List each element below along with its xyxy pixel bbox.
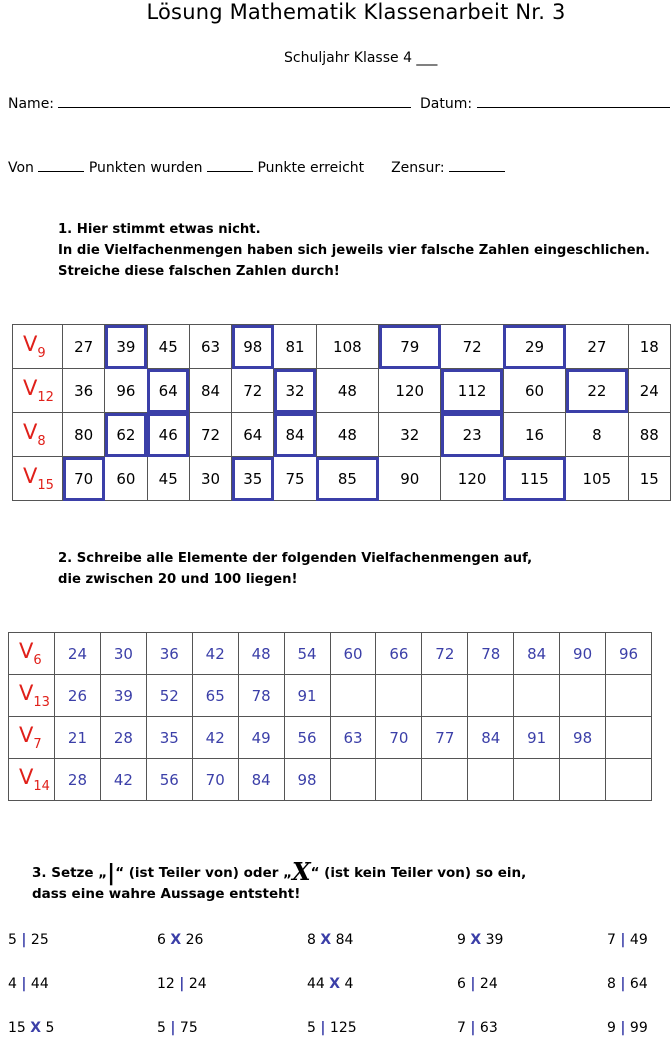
number-cell[interactable]: 45 — [147, 457, 189, 501]
answer-cell[interactable]: 48 — [238, 633, 284, 675]
set-label: $V_9$ — [13, 325, 63, 369]
number-cell[interactable]: 75 — [274, 457, 316, 501]
number-cell[interactable]: 60 — [105, 457, 147, 501]
task1-row — [13, 457, 671, 501]
number-cell[interactable]: 16 — [503, 413, 565, 457]
marked-wrong-number[interactable]: 79 — [379, 325, 441, 369]
answer-cell[interactable]: 24 — [55, 633, 101, 675]
task3-line: dass eine wahre Aussage entsteht! — [32, 886, 301, 902]
answer-cell[interactable] — [376, 759, 422, 801]
marked-wrong-number[interactable]: 29 — [503, 325, 565, 369]
marked-wrong-number[interactable]: 32 — [274, 369, 316, 413]
task3-instructions — [32, 857, 527, 906]
statement-right: 84 — [331, 932, 354, 948]
statement-left: 4 — [8, 976, 22, 992]
task1-line: In die Vielfachenmengen haben sich jeweils vier falsche Zahlen eingeschlichen. — [58, 243, 650, 258]
answer-cell[interactable]: 84 — [514, 633, 560, 675]
task2-instructions — [58, 548, 532, 590]
statement-left: 5 — [8, 932, 22, 948]
marked-wrong-number[interactable]: 98 — [232, 325, 274, 369]
number-cell[interactable]: 18 — [628, 325, 670, 369]
answer-cell[interactable]: 91 — [284, 675, 330, 717]
number-cell[interactable]: 45 — [147, 325, 189, 369]
statement-left: 8 — [307, 932, 321, 948]
task2-row — [9, 633, 652, 675]
statement-left: 6 — [157, 932, 171, 948]
divisibility-statement — [607, 1020, 648, 1036]
marked-wrong-number[interactable]: 22 — [566, 369, 628, 413]
marked-wrong-number[interactable]: 85 — [316, 457, 378, 501]
task3-intro-start: 3. Setze „ — [32, 865, 108, 881]
statement-left: 12 — [157, 976, 180, 992]
divisibility-statement — [8, 976, 49, 992]
answer-cell[interactable] — [376, 675, 422, 717]
not-divides-mark[interactable]: X — [320, 932, 332, 948]
answer-cell[interactable]: 84 — [238, 759, 284, 801]
statement-right: 24 — [184, 976, 207, 992]
datum-label: Datum: — [420, 96, 473, 112]
task2-line: die zwischen 20 und 100 liegen! — [58, 572, 298, 587]
statement-left: 7 — [457, 1020, 471, 1036]
divides-mark[interactable]: | — [470, 1020, 476, 1036]
answer-cell[interactable]: 30 — [100, 633, 146, 675]
set-label: $V_6$ — [9, 633, 55, 675]
number-cell[interactable]: 80 — [63, 413, 105, 457]
statement-right: 25 — [26, 932, 49, 948]
set-label: $V_7$ — [9, 717, 55, 759]
answer-cell[interactable] — [330, 675, 376, 717]
task1-line: Streiche diese falschen Zahlen durch! — [58, 264, 340, 279]
answer-cell[interactable]: 35 — [146, 717, 192, 759]
answer-cell[interactable]: 98 — [560, 717, 606, 759]
statement-right: 99 — [625, 1020, 648, 1036]
divides-mark[interactable]: | — [170, 1020, 176, 1036]
answer-cell[interactable]: 39 — [100, 675, 146, 717]
answer-cell[interactable] — [514, 675, 560, 717]
answer-cell[interactable]: 56 — [284, 717, 330, 759]
page-title: Lösung Mathematik Klassenarbeit Nr. 3 — [146, 0, 566, 24]
number-cell[interactable]: 96 — [105, 369, 147, 413]
answer-cell[interactable]: 21 — [55, 717, 101, 759]
zensur-label: Zensur: — [391, 160, 445, 176]
statement-left: 5 — [157, 1020, 171, 1036]
answer-cell[interactable] — [606, 675, 652, 717]
answer-cell[interactable]: 28 — [100, 717, 146, 759]
divisibility-statement — [457, 932, 503, 948]
answer-cell[interactable]: 65 — [192, 675, 238, 717]
erreicht-label: Punkte erreicht — [257, 160, 365, 176]
set-label: $V_{14}$ — [9, 759, 55, 801]
not-divides-mark[interactable]: X — [329, 976, 341, 992]
divisibility-statement — [307, 1020, 357, 1036]
answer-cell[interactable]: 36 — [146, 633, 192, 675]
marked-wrong-number[interactable]: 70 — [63, 457, 105, 501]
points-line — [8, 158, 505, 176]
divides-mark[interactable]: | — [620, 1020, 626, 1036]
statement-left: 6 — [457, 976, 471, 992]
answer-cell[interactable] — [514, 759, 560, 801]
divides-mark[interactable]: | — [620, 932, 626, 948]
answer-cell[interactable]: 28 — [55, 759, 101, 801]
statement-right: 5 — [41, 1020, 55, 1036]
not-divides-mark[interactable]: X — [470, 932, 482, 948]
number-cell[interactable]: 36 — [63, 369, 105, 413]
number-cell[interactable]: 72 — [232, 369, 274, 413]
answer-cell[interactable]: 78 — [238, 675, 284, 717]
number-cell[interactable]: 27 — [566, 325, 628, 369]
task2-row — [9, 675, 652, 717]
marked-wrong-number[interactable]: 39 — [105, 325, 147, 369]
divides-mark[interactable]: | — [21, 932, 27, 948]
not-divides-mark[interactable]: X — [30, 1020, 42, 1036]
statement-right: 75 — [175, 1020, 198, 1036]
answer-cell[interactable]: 26 — [55, 675, 101, 717]
statement-right: 64 — [625, 976, 648, 992]
marked-wrong-number[interactable]: 35 — [232, 457, 274, 501]
task2-row — [9, 717, 652, 759]
marked-wrong-number[interactable]: 64 — [147, 369, 189, 413]
number-cell[interactable]: 90 — [379, 457, 441, 501]
answer-cell[interactable]: 52 — [146, 675, 192, 717]
punkten-label: Punkten wurden — [88, 160, 203, 176]
marked-wrong-number[interactable]: 112 — [441, 369, 503, 413]
not-divides-mark[interactable]: X — [170, 932, 182, 948]
reached-points-field[interactable] — [207, 158, 253, 172]
task1-line: 1. Hier stimmt etwas nicht. — [58, 222, 261, 237]
statement-right: 125 — [325, 1020, 357, 1036]
answer-cell[interactable]: 56 — [146, 759, 192, 801]
task1-row — [13, 413, 671, 457]
statement-right: 39 — [481, 932, 504, 948]
answer-cell[interactable] — [560, 759, 606, 801]
set-label: $V_{12}$ — [13, 369, 63, 413]
divides-symbol: | — [107, 861, 116, 886]
name-line — [8, 94, 411, 112]
answer-cell[interactable]: 42 — [192, 717, 238, 759]
answer-cell[interactable]: 78 — [468, 633, 514, 675]
number-cell[interactable]: 15 — [628, 457, 670, 501]
datum-line — [420, 94, 670, 112]
not-divides-symbol: X — [291, 857, 311, 886]
answer-cell[interactable] — [422, 675, 468, 717]
number-cell[interactable]: 27 — [63, 325, 105, 369]
statement-right: 44 — [26, 976, 49, 992]
marked-wrong-number[interactable]: 62 — [105, 413, 147, 457]
marked-wrong-number[interactable]: 84 — [274, 413, 316, 457]
statement-left: 44 — [307, 976, 330, 992]
answer-cell[interactable]: 77 — [422, 717, 468, 759]
name-field[interactable] — [58, 94, 411, 108]
divides-mark[interactable]: | — [21, 976, 27, 992]
number-cell[interactable]: 105 — [566, 457, 628, 501]
task3-intro-mid: “ (ist Teiler von) oder „ — [115, 865, 292, 881]
statement-right: 26 — [181, 932, 204, 948]
answer-cell[interactable]: 60 — [330, 633, 376, 675]
answer-cell[interactable] — [606, 759, 652, 801]
number-cell[interactable]: 120 — [379, 369, 441, 413]
answer-cell[interactable]: 84 — [468, 717, 514, 759]
divisibility-statement — [157, 1020, 198, 1036]
zensur-field[interactable] — [449, 158, 505, 172]
answer-cell[interactable] — [422, 759, 468, 801]
divisibility-statement — [157, 976, 207, 992]
datum-field[interactable] — [477, 94, 670, 108]
task2-table — [8, 632, 652, 801]
number-cell[interactable]: 84 — [189, 369, 231, 413]
divides-mark[interactable]: | — [620, 976, 626, 992]
number-cell[interactable]: 63 — [189, 325, 231, 369]
answer-cell[interactable]: 90 — [560, 633, 606, 675]
number-cell[interactable]: 8 — [566, 413, 628, 457]
divides-mark[interactable]: | — [320, 1020, 326, 1036]
task1-row — [13, 369, 671, 413]
divisibility-statement — [457, 976, 498, 992]
answer-cell[interactable]: 70 — [376, 717, 422, 759]
answer-cell[interactable]: 91 — [514, 717, 560, 759]
statement-right: 24 — [475, 976, 498, 992]
answer-cell[interactable] — [468, 675, 514, 717]
number-cell[interactable]: 88 — [628, 413, 670, 457]
answer-cell[interactable] — [468, 759, 514, 801]
answer-cell[interactable]: 96 — [606, 633, 652, 675]
number-cell[interactable]: 120 — [441, 457, 503, 501]
name-label: Name: — [8, 96, 55, 112]
answer-cell[interactable] — [606, 717, 652, 759]
set-label: $V_8$ — [13, 413, 63, 457]
answer-cell[interactable] — [330, 759, 376, 801]
divisibility-statement — [607, 932, 648, 948]
marked-wrong-number[interactable]: 23 — [441, 413, 503, 457]
answer-cell[interactable]: 66 — [376, 633, 422, 675]
number-cell[interactable]: 60 — [503, 369, 565, 413]
divides-mark[interactable]: | — [179, 976, 185, 992]
answer-cell[interactable]: 63 — [330, 717, 376, 759]
statement-left: 5 — [307, 1020, 321, 1036]
answer-cell[interactable] — [560, 675, 606, 717]
number-cell[interactable]: 72 — [189, 413, 231, 457]
divisibility-statement — [8, 932, 49, 948]
divisibility-statement — [8, 1020, 54, 1036]
answer-cell[interactable]: 98 — [284, 759, 330, 801]
statement-left: 7 — [607, 932, 621, 948]
von-label: Von — [8, 160, 34, 176]
marked-wrong-number[interactable]: 115 — [503, 457, 565, 501]
statement-left: 8 — [607, 976, 621, 992]
number-cell[interactable]: 108 — [316, 325, 378, 369]
task1-instructions — [58, 219, 650, 282]
statement-right: 49 — [625, 932, 648, 948]
answer-cell[interactable]: 54 — [284, 633, 330, 675]
number-cell[interactable]: 81 — [274, 325, 316, 369]
number-cell[interactable]: 48 — [316, 369, 378, 413]
statement-left: 15 — [8, 1020, 31, 1036]
max-points-field[interactable] — [38, 158, 84, 172]
divisibility-statement — [307, 976, 353, 992]
marked-wrong-number[interactable]: 46 — [147, 413, 189, 457]
task2-row — [9, 759, 652, 801]
divisibility-statement — [457, 1020, 498, 1036]
set-label: $V_{15}$ — [13, 457, 63, 501]
statement-right: 4 — [340, 976, 354, 992]
task3-intro-end: “ (ist kein Teiler von) so ein, — [310, 865, 527, 881]
task1-table — [12, 324, 671, 501]
answer-cell[interactable]: 42 — [192, 633, 238, 675]
answer-cell[interactable]: 49 — [238, 717, 284, 759]
number-cell[interactable]: 64 — [232, 413, 274, 457]
task1-row — [13, 325, 671, 369]
answer-cell[interactable]: 70 — [192, 759, 238, 801]
answer-cell[interactable]: 42 — [100, 759, 146, 801]
divisibility-statement — [307, 932, 353, 948]
number-cell[interactable]: 48 — [316, 413, 378, 457]
set-label: $V_{13}$ — [9, 675, 55, 717]
answer-cell[interactable]: 72 — [422, 633, 468, 675]
number-cell[interactable]: 32 — [379, 413, 441, 457]
statement-right: 63 — [475, 1020, 498, 1036]
divisibility-statement — [157, 932, 203, 948]
statement-left: 9 — [457, 932, 471, 948]
number-cell[interactable]: 24 — [628, 369, 670, 413]
divisibility-statement — [607, 976, 648, 992]
statement-left: 9 — [607, 1020, 621, 1036]
schuljahr-line: Schuljahr Klasse 4 ___ — [284, 50, 438, 66]
divides-mark[interactable]: | — [470, 976, 476, 992]
task2-line: 2. Schreibe alle Elemente der folgenden Vielfachenmengen auf, — [58, 551, 533, 566]
number-cell[interactable]: 72 — [441, 325, 503, 369]
number-cell[interactable]: 30 — [189, 457, 231, 501]
